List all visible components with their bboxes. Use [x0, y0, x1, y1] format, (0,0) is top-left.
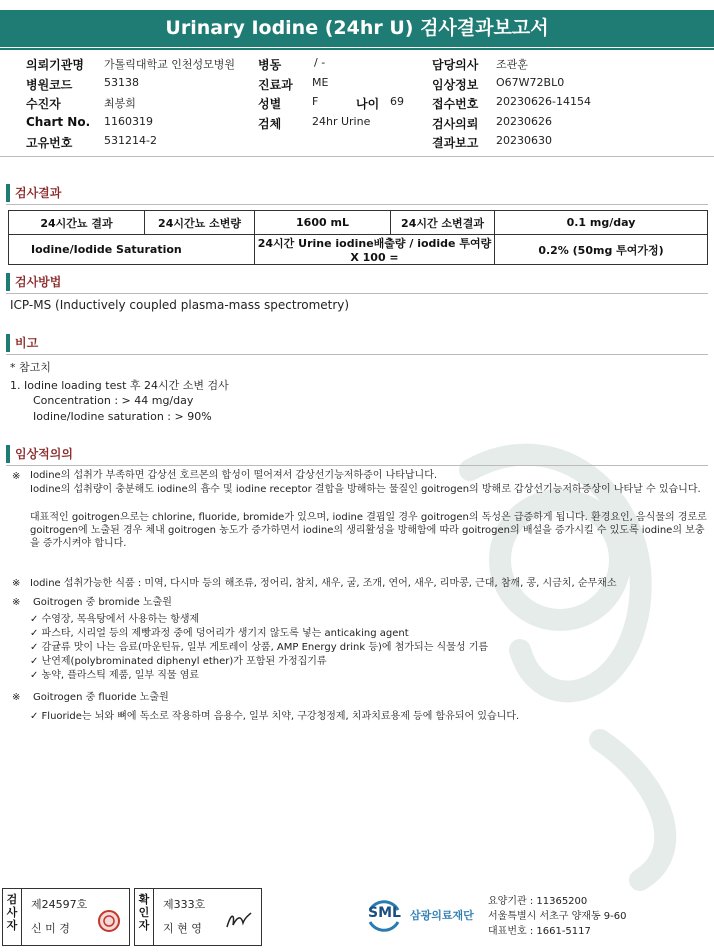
table-row — [9, 235, 708, 265]
doctor-label: 담당의사 — [432, 58, 479, 72]
report-title: Urinary Iodine (24hr U) 검사결과보고서 — [0, 10, 714, 47]
results-heading: 검사결과 — [6, 184, 61, 202]
age-label: 나이 — [356, 97, 380, 111]
patient-label: 수진자 — [26, 97, 61, 111]
list-item: ✓ 감귤류 맛이 나는 음료(마운틴듀, 일부 게토레이 상품, AMP Energy drink 등)에 첨가되는 식물성 기름 — [30, 642, 489, 653]
clinical-paragraph: Iodine의 섭취가 부족하면 갑상선 호르몬의 합성이 떨어져서 갑상선기능저하증이 나타납니다. — [30, 470, 438, 481]
fluoride-heading: Goitrogen 중 fluoride 노출원 — [33, 692, 169, 703]
clinical-paragraph: 대표적인 goitrogen으로는 chlorine, fluoride, bromide가 있으며, iodine 결핍일 경우 goitrogen의 독성은 급증하게 됩니다. 환경요인, 음식물의 경로로 goitrogen에 노출된 경우 체내 goitrogen 농도가 증가하면서 iodine의 생리활성을 방해함에 따라 goitrogen의 배설을 증가시킬 수 있도록 iodine의 보충을 증가시켜야 합니다. — [30, 512, 707, 549]
request-value: 20230626 — [496, 115, 552, 128]
result-cell: 1600 mL — [255, 211, 391, 235]
chart-label: Chart No. — [26, 115, 91, 129]
ward-value: / - — [314, 56, 326, 69]
reference-mark: ※ — [12, 597, 21, 608]
patient-value: 최봉희 — [104, 97, 136, 110]
confirmer-name: 지 현 영 — [163, 922, 202, 935]
org-address: 서울특별시 서초구 양재동 9-60 — [488, 911, 627, 922]
table-row — [9, 211, 708, 235]
results-divider — [6, 204, 708, 205]
examiner-box — [2, 888, 130, 946]
method-divider — [6, 293, 708, 294]
list-item: ✓ 파스타, 시리얼 등의 제빵과정 중에 덩어리가 생기지 않도록 넣는 anticaking agent — [30, 628, 409, 639]
list-item: ✓ 수영장, 목욕탕에서 사용하는 항생제 — [30, 614, 200, 625]
result-cell: 0.2% (50mg 투여가정) — [495, 235, 708, 265]
info-divider — [0, 156, 714, 157]
signature-icon — [223, 909, 253, 933]
result-cell: 24시간 Urine iodine배출량 / iodide 투여량 X 100 = — [255, 235, 495, 265]
ward-label: 병동 — [258, 58, 282, 72]
receipt-value: 20230626-14154 — [496, 95, 591, 108]
receipt-label: 접수번호 — [432, 97, 479, 111]
examiner-name: 신 미 경 — [31, 922, 70, 935]
signature-footer — [2, 888, 712, 950]
reference-item: 1. Iodine loading test 후 24시간 소변 검사 — [10, 379, 229, 392]
doctor-value: 조관훈 — [496, 58, 528, 71]
clinical-heading: 임상적의의 — [6, 445, 73, 463]
hospital-label: 의뢰기관명 — [26, 58, 84, 72]
dept-value: ME — [312, 76, 329, 89]
results-table — [8, 210, 708, 265]
notes-heading: 비고 — [6, 334, 38, 352]
clinical-divider — [6, 465, 708, 466]
report-label: 결과보고 — [432, 136, 479, 150]
result-cell: 24시간뇨 소변량 — [145, 211, 255, 235]
list-item: ✓ Fluoride는 뇌와 뼈에 독소로 작용하며 음용수, 일부 치약, 구강청정제, 치과치료용제 등에 함유되어 있습니다. — [30, 711, 520, 722]
confirmer-license: 제333호 — [163, 898, 206, 911]
sml-logo-text: SML — [368, 905, 401, 921]
reference-concentration: Concentration : > 44 mg/day — [33, 394, 194, 407]
id-label: 고유번호 — [26, 136, 73, 150]
list-item: ✓ 농약, 플라스틱 제품, 일부 직물 염료 — [30, 670, 200, 681]
result-cell: 0.1 mg/day — [495, 211, 708, 235]
method-heading: 검사방법 — [6, 273, 61, 291]
specimen-label: 검체 — [258, 117, 282, 131]
specimen-value: 24hr Urine — [312, 115, 371, 128]
examiner-license: 제24597호 — [31, 898, 88, 911]
confirmer-box — [134, 888, 262, 946]
org-name: 삼광의료재단 — [410, 909, 474, 922]
confirmer-label: 확 인 자 — [138, 893, 150, 932]
clinical-label: 임상정보 — [432, 78, 479, 92]
code-value: 53138 — [104, 76, 139, 89]
bromide-heading: Goitrogen 중 bromide 노출원 — [33, 597, 172, 608]
examiner-label: 검 사 자 — [6, 893, 18, 932]
dept-label: 진료과 — [258, 78, 293, 92]
result-cell: 24시간 소변결과 — [391, 211, 495, 235]
code-label: 병원코드 — [26, 78, 73, 92]
method-text: ICP-MS (Inductively coupled plasma-mass spectrometry) — [10, 298, 350, 312]
reference-saturation: Iodine/Iodine saturation : > 90% — [33, 410, 212, 423]
patient-info — [0, 56, 714, 154]
sex-label: 성별 — [258, 97, 282, 111]
reference-mark: ※ — [12, 578, 21, 589]
title-underline — [0, 48, 714, 50]
report-value: 20230630 — [496, 134, 552, 147]
reference-mark: ※ — [12, 471, 21, 482]
org-phone: 대표번호 : 1661-5117 — [488, 926, 591, 937]
hospital-value: 가톨릭대학교 인천성모병원 — [104, 58, 236, 71]
age-value: 69 — [390, 95, 404, 108]
request-label: 검사의뢰 — [432, 117, 479, 131]
chart-value: 1160319 — [104, 115, 153, 128]
stamp-seal-icon — [97, 909, 121, 933]
reference-label: * 참고치 — [10, 361, 51, 374]
foods-text: Iodine 섭취가능한 식품 : 미역, 다시마 등의 해조류, 정어리, 참치, 새우, 굴, 조개, 연어, 새우, 리마콩, 근대, 참깨, 콩, 시금치, 순무채소 — [30, 578, 617, 589]
reference-mark: ※ — [12, 692, 21, 703]
clinical-value: O67W72BL0 — [496, 76, 565, 89]
id-value: 531214-2 — [104, 134, 157, 147]
sex-value: F — [312, 95, 319, 108]
notes-divider — [6, 354, 708, 355]
org-code: 요양기관 : 11365200 — [488, 896, 588, 907]
result-cell: Iodine/Iodide Saturation — [9, 235, 255, 265]
clinical-paragraph: Iodine의 섭취량이 충분해도 iodine의 흡수 및 iodine receptor 결합을 방해하는 물질인 goitrogen의 방해로 갑상선기능저하증상이 나타날 수 있습니다. — [30, 484, 701, 495]
result-cell: 24시간뇨 결과 — [9, 211, 145, 235]
list-item: ✓ 난연제(polybrominated diphenyl ether)가 포함된 가정집기류 — [30, 656, 327, 667]
